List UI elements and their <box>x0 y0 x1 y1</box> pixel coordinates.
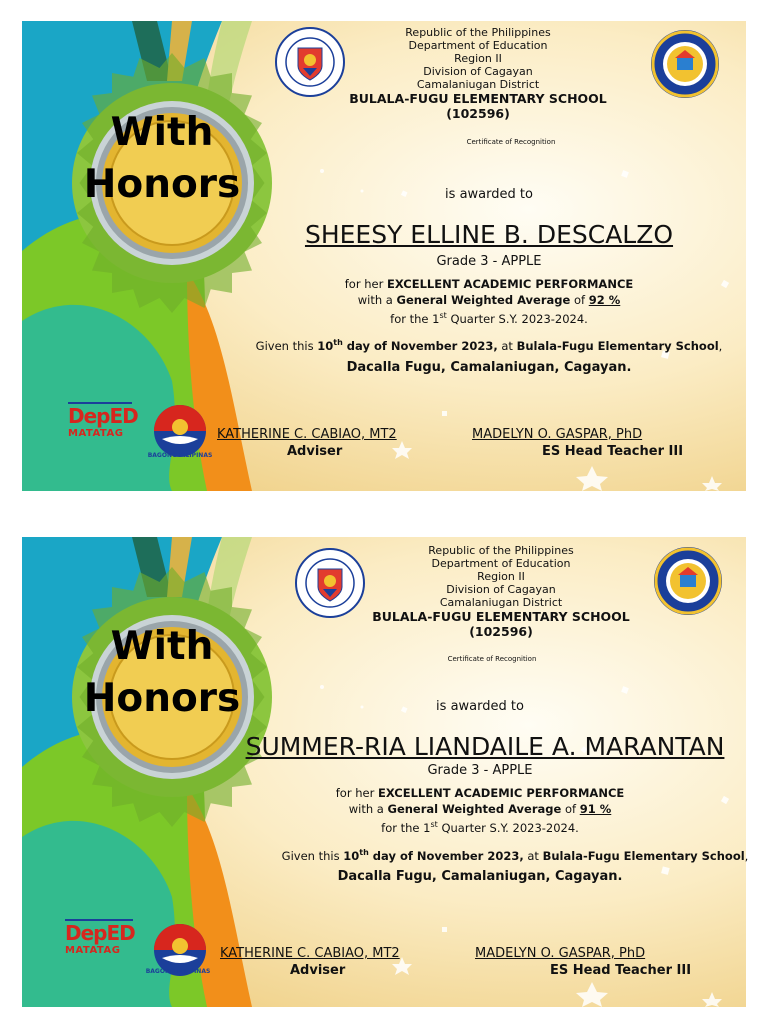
certificate-title: Certificate of Recognition <box>466 138 556 146</box>
certificate-title: Certificate of Recognition <box>447 655 537 663</box>
performance-line: for her EXCELLENT ACADEMIC PERFORMANCE <box>335 786 625 800</box>
bagong-pilipinas-text: BAGONG PILIPINAS <box>147 452 213 459</box>
gwa-value: 91 % <box>579 802 612 816</box>
certificate-2 <box>22 537 749 1007</box>
school-id: (102596) <box>469 624 533 639</box>
deped-logo-text: DepED <box>68 404 138 428</box>
badge-line-honors: Honors <box>83 676 241 721</box>
bagong-pilipinas-text: BAGONG PILIPINAS <box>145 968 211 975</box>
performance-line: for her EXCELLENT ACADEMIC PERFORMANCE <box>344 277 634 291</box>
division-text: Division of Cagayan <box>423 65 533 78</box>
department-text: Department of Education <box>408 39 548 52</box>
district-text: Camalaniugan District <box>439 596 563 609</box>
adviser-name: KATHERINE C. CABIAO, MT2 <box>220 946 400 961</box>
school-name: BULALA-FUGU ELEMENTARY SCHOOL <box>349 91 607 106</box>
grade-section: Grade 3 - APPLE <box>427 763 533 778</box>
school-seal-icon <box>649 28 721 100</box>
given-line: Given this 10th day of November 2023, at Bulala-Fugu Elementary School, <box>255 338 723 353</box>
gwa-value: 92 % <box>588 293 621 307</box>
badge-line-honors: Honors <box>83 162 241 207</box>
gwa-line: with a General Weighted Average of 91 % <box>348 802 612 816</box>
badge-line-with: With <box>110 624 214 669</box>
quarter-line: for the 1st Quarter S.Y. 2023-2024. <box>381 820 579 835</box>
deped-matatag-logo <box>65 919 135 957</box>
given-line: Given this 10th day of November 2023, at Bulala-Fugu Elementary School, <box>281 848 749 863</box>
gwa-line: with a General Weighted Average of 92 % <box>357 293 621 307</box>
address-line: Dacalla Fugu, Camalaniugan, Cagayan. <box>346 360 632 375</box>
bagong-pilipinas-logo-icon <box>152 403 208 459</box>
certificate-1 <box>22 21 746 491</box>
badge-line-with: With <box>110 110 214 155</box>
school-seal-icon <box>652 545 724 617</box>
adviser-role: Adviser <box>290 963 346 978</box>
division-text: Division of Cagayan <box>446 583 556 596</box>
deped-seal-icon <box>294 547 366 619</box>
address-line: Dacalla Fugu, Camalaniugan, Cagayan. <box>337 869 623 884</box>
adviser-role: Adviser <box>287 444 343 459</box>
head-teacher-role: ES Head Teacher III <box>550 963 692 978</box>
awarded-text: is awarded to <box>445 187 533 202</box>
deped-seal-icon <box>274 26 346 98</box>
quarter-line: for the 1st Quarter S.Y. 2023-2024. <box>390 311 588 326</box>
deped-logo-text: DepED <box>65 921 135 945</box>
region-text: Region II <box>454 52 502 65</box>
district-text: Camalaniugan District <box>416 78 540 91</box>
department-text: Department of Education <box>431 557 571 570</box>
head-teacher-name: MADELYN O. GASPAR, PhD <box>475 946 646 961</box>
head-teacher-role: ES Head Teacher III <box>542 444 684 459</box>
adviser-name: KATHERINE C. CABIAO, MT2 <box>217 427 397 442</box>
recipient-name: SUMMER-RIA LIANDAILE A. MARANTAN <box>245 732 725 761</box>
republic-text: Republic of the Philippines <box>428 544 574 557</box>
grade-section: Grade 3 - APPLE <box>436 254 542 269</box>
head-teacher-name: MADELYN O. GASPAR, PhD <box>472 427 643 442</box>
deped-matatag-logo <box>68 402 138 440</box>
badge-text <box>52 621 272 725</box>
recipient-name: SHEESY ELLINE B. DESCALZO <box>304 220 674 249</box>
region-text: Region II <box>477 570 525 583</box>
matatag-text: MATATAG <box>68 428 124 439</box>
school-id: (102596) <box>446 106 510 121</box>
badge-text <box>52 107 272 211</box>
republic-text: Republic of the Philippines <box>405 26 551 39</box>
school-name: BULALA-FUGU ELEMENTARY SCHOOL <box>372 609 630 624</box>
matatag-text: MATATAG <box>65 945 121 956</box>
awarded-text: is awarded to <box>436 699 524 714</box>
